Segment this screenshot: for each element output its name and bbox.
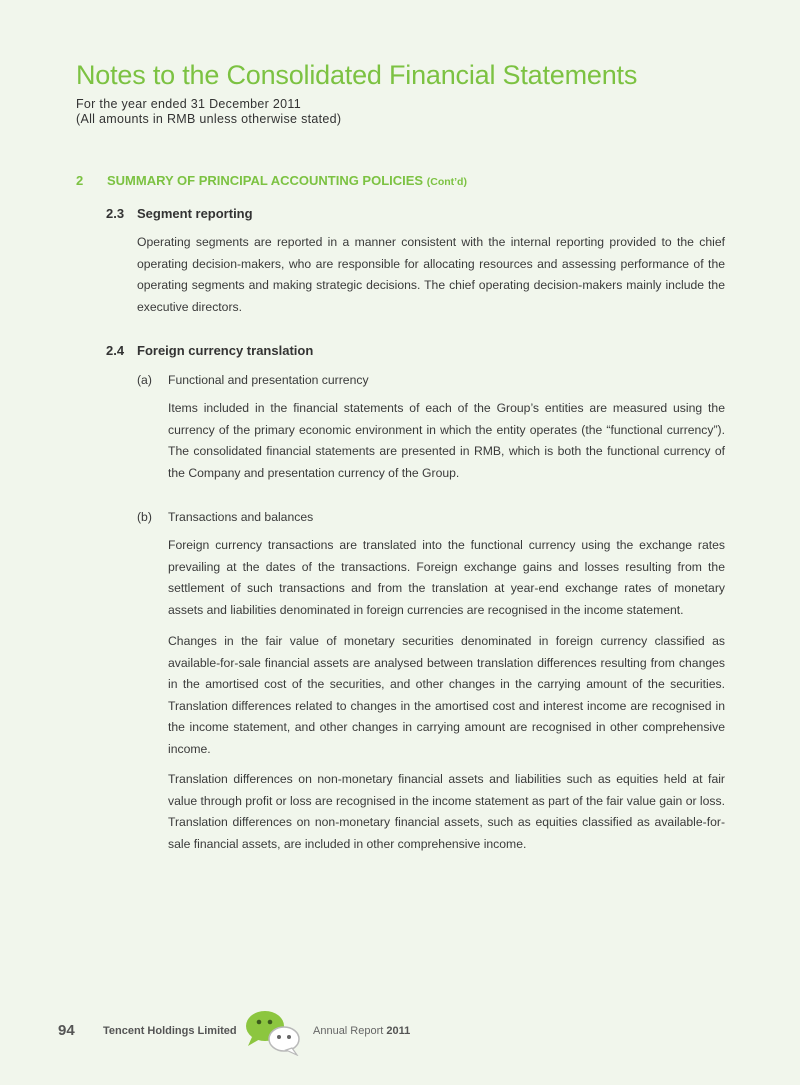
transactions-paragraph-1: Foreign currency transactions are translated into the functional currency using the exchange rates prevailing at the dates of the transactions. Foreign exchange gains and losses resulting from the settlement of such transactions and from the translation at year-end exchange rates of monetary assets and liabilities denominated in foreign currencies are recognised in the income statement.: [168, 538, 725, 617]
functional-currency-paragraph: Items included in the financial statements of each of the Group’s entities are measured using the currency of the primary economic environment in which the entity operates (the “functional currency”). The consolidated financial statements are presented in RMB, which is both the functional currency of the Company and presentation currency of the Group.: [168, 401, 725, 480]
page-subtitle: [76, 97, 341, 127]
transactions-paragraph-3: Translation differences on non-monetary financial assets and liabilities such as equities held at fair value through profit or loss are recognised in the income statement as part of the fair value gain or loss. Translation differences on non-monetary financial assets, such as equities classified as available-for-sale financial assets, are included in other comprehensive income.: [168, 772, 725, 851]
item-heading-a: [137, 373, 369, 387]
report-year: 2011: [386, 1025, 411, 1037]
page-number: 94: [58, 1022, 75, 1039]
report-label: [313, 1025, 410, 1037]
section-number: 2: [76, 173, 84, 188]
page-title: Notes to the Consolidated Financial Statements: [76, 60, 638, 90]
item-title: Transactions and balances: [168, 510, 314, 524]
transactions-paragraph-2: Changes in the fair value of monetary securities denominated in foreign currency classified as available-for-sale financial assets are analysed between translation differences resulting from changes in the amortised cost of the securities, and other changes in the carrying amount of the securities. Translation differences related to changes in the amortised cost and interest income are recognised in the income statement, and other changes in carrying amount are recognised in other comprehensive income.: [168, 634, 725, 756]
subsection-title: Segment reporting: [137, 206, 253, 221]
subsection-number: 2.4: [106, 343, 125, 358]
subsection-heading-2-4: [106, 343, 313, 358]
subsection-title: Foreign currency translation: [137, 343, 314, 358]
section-heading: [76, 173, 467, 188]
item-label: (a): [137, 373, 152, 387]
subtitle-currency-note: (All amounts in RMB unless otherwise stated): [76, 112, 342, 126]
report-title: Annual Report: [313, 1025, 384, 1037]
subsection-number: 2.3: [106, 206, 125, 221]
segment-reporting-paragraph: Operating segments are reported in a manner consistent with the internal reporting provided to the chief operating decision-makers, who are responsible for allocating resources and assessing performance of the operating segments and making strategic decisions. The chief operating decision-makers mainly include the executive directors.: [137, 235, 725, 314]
item-heading-b: [137, 510, 313, 524]
item-label: (b): [137, 510, 152, 524]
item-title: Functional and presentation currency: [168, 373, 369, 387]
wechat-logo-icon: [244, 1008, 302, 1056]
company-name: Tencent Holdings Limited: [103, 1025, 237, 1037]
subsection-heading-2-3: [106, 206, 253, 221]
section-continued: (Cont’d): [426, 176, 467, 188]
section-title: SUMMARY OF PRINCIPAL ACCOUNTING POLICIES: [107, 173, 424, 188]
subtitle-period: For the year ended 31 December 2011: [76, 97, 301, 111]
